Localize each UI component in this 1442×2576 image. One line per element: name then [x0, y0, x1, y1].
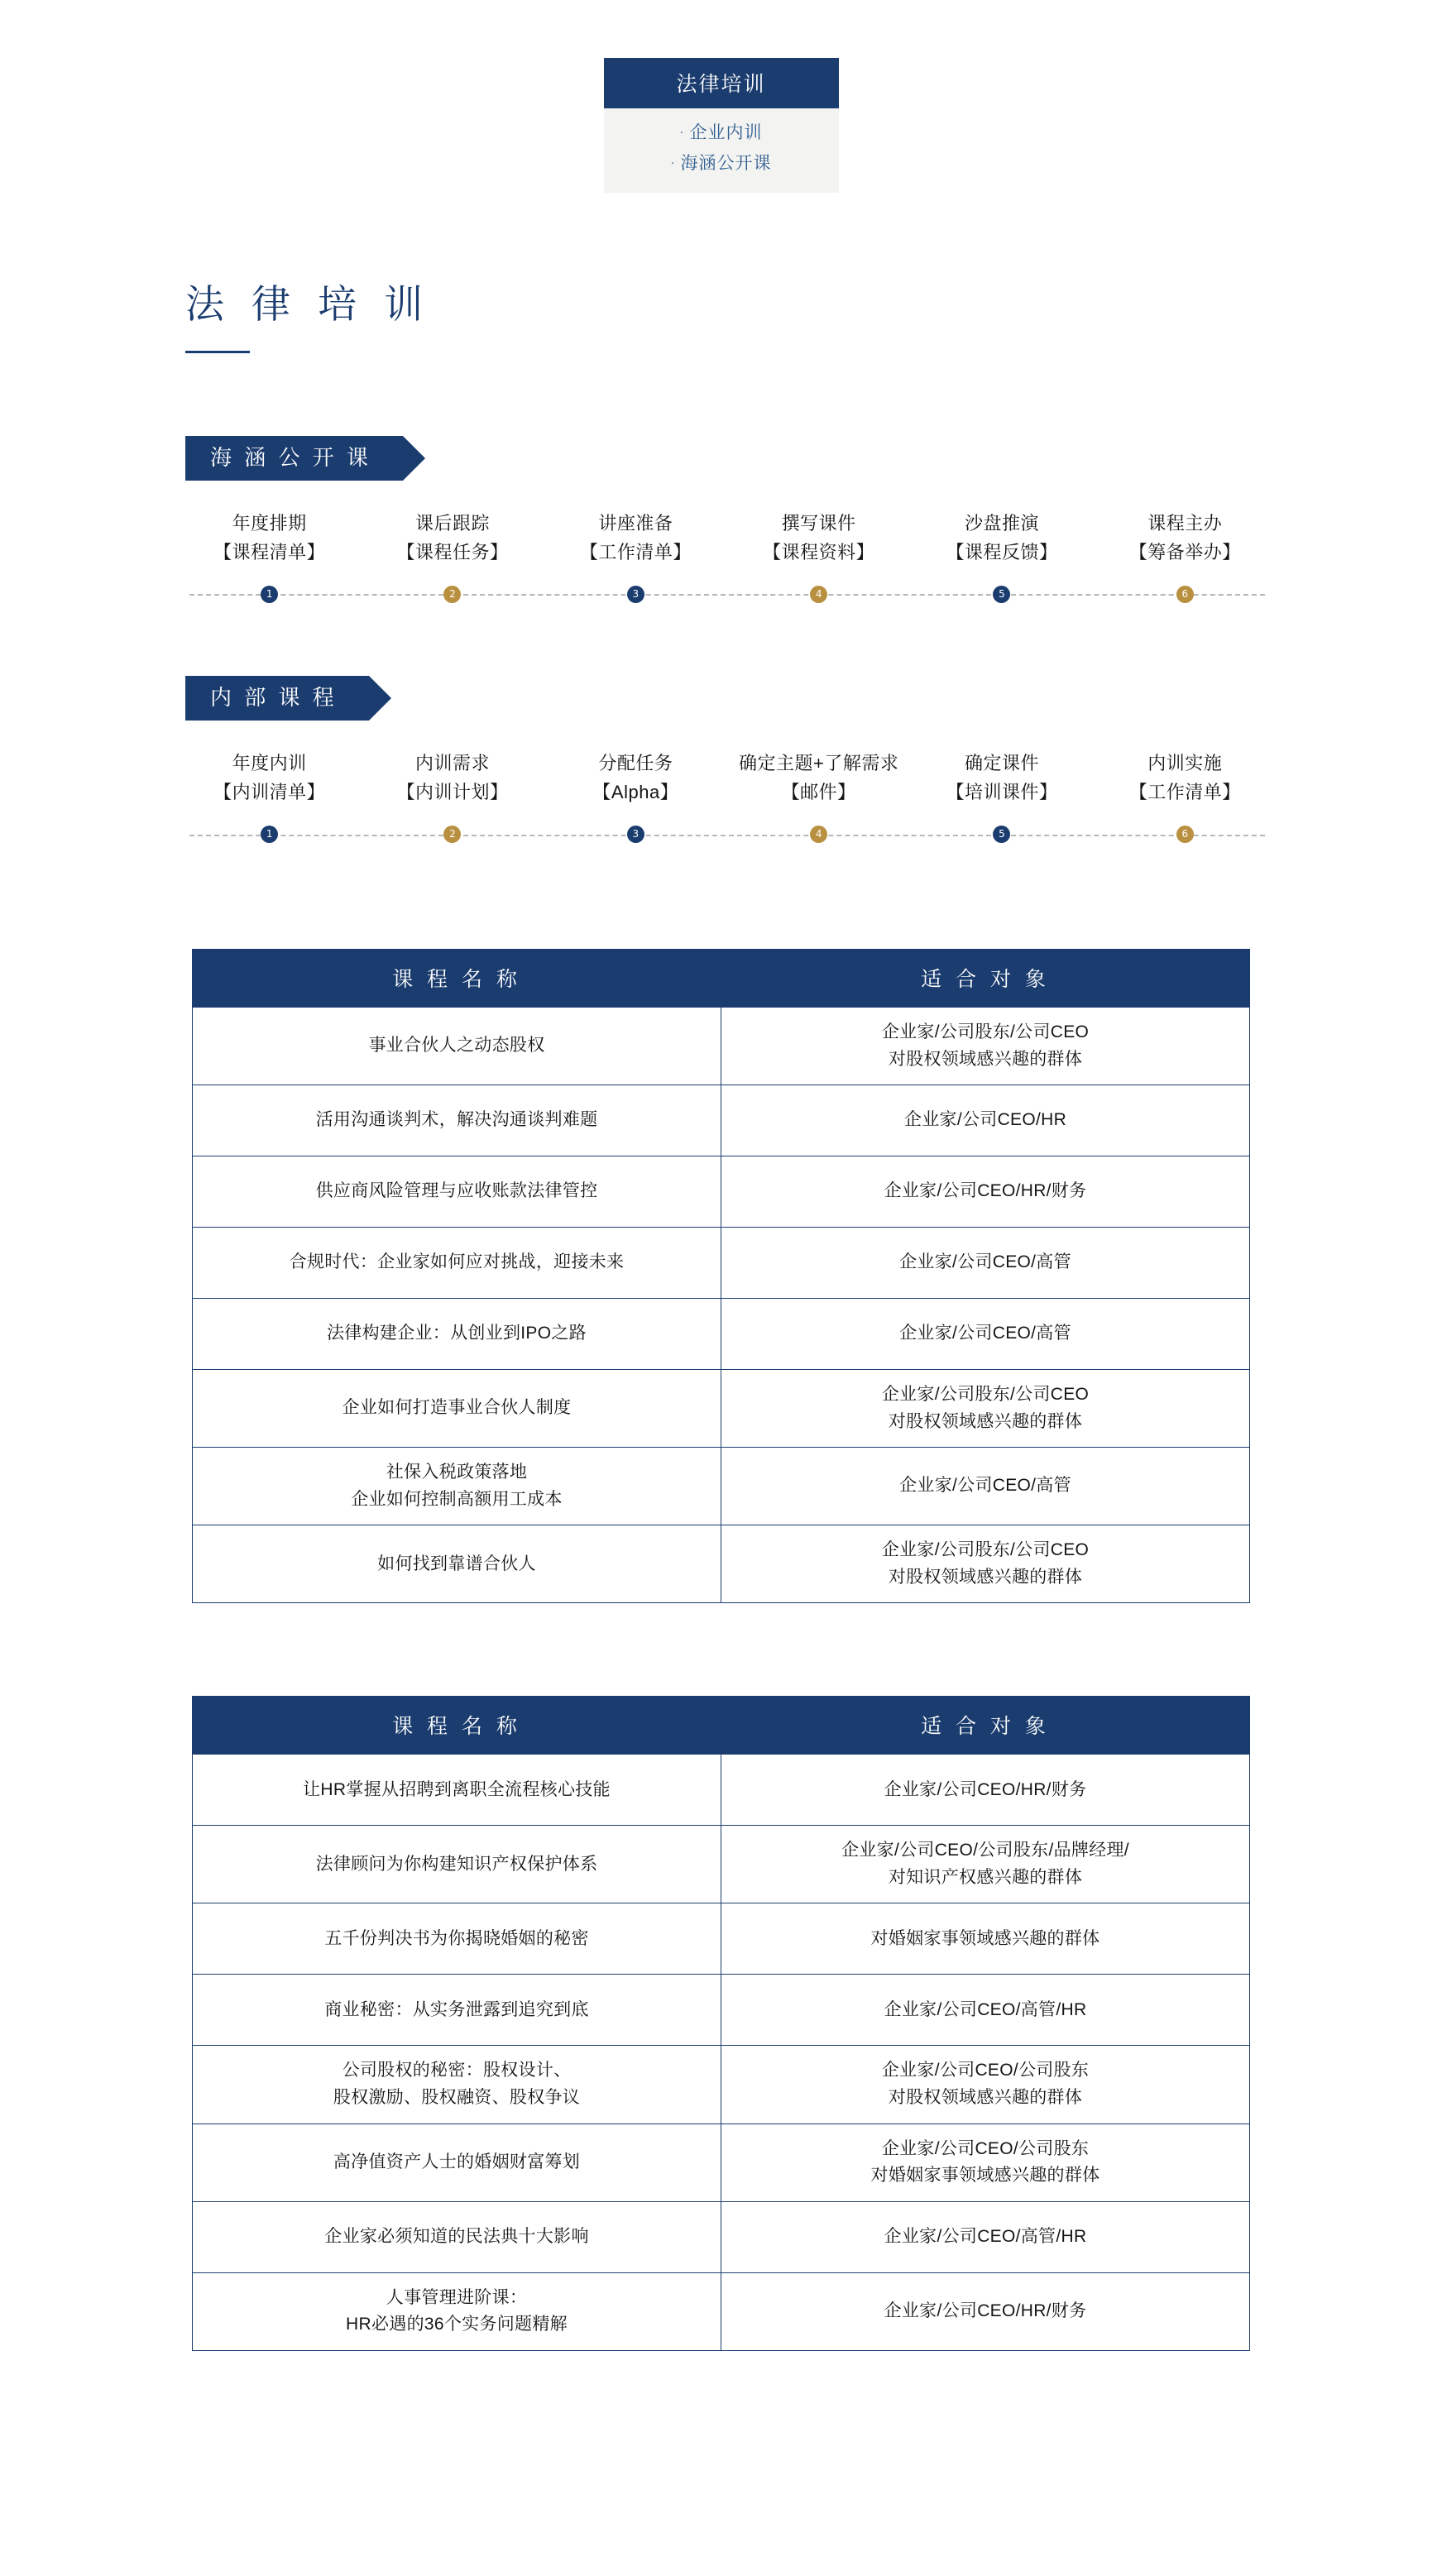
cell-course-name	[193, 1156, 721, 1228]
audience-line: 企业家/公司CEO/HR/财务	[884, 2301, 1087, 2320]
flow-node-number: 1	[261, 586, 278, 603]
table-row	[193, 1525, 1250, 1603]
top-nav-item-0[interactable]	[604, 118, 839, 149]
course-name-line: 如何找到靠谱合伙人	[377, 1554, 536, 1573]
audience-line: 企业家/公司CEO/HR/财务	[884, 1181, 1087, 1201]
flow-step-line2: 【课程反馈】	[946, 542, 1058, 563]
flow-node-number: 6	[1176, 586, 1194, 603]
bullet-icon: ·	[670, 155, 676, 170]
flow-step-line2: 【工作清单】	[1128, 782, 1241, 803]
cell-audience	[721, 2124, 1250, 2201]
audience-line: 对股权领域感兴趣的群体	[888, 2088, 1083, 2108]
flow-step-line1: 讲座准备	[598, 512, 673, 534]
flow-node	[1094, 826, 1277, 843]
flow-step-line2: 【课程资料】	[763, 542, 875, 563]
table-row	[193, 1975, 1250, 2046]
table-row	[193, 1156, 1250, 1228]
cell-course-name	[193, 1299, 721, 1370]
flow-step-line1: 分配任务	[598, 752, 673, 773]
course-name-line: 供应商风险管理与应收账款法律管控	[315, 1181, 598, 1201]
table-row	[193, 2124, 1250, 2201]
top-nav-item-1[interactable]	[604, 149, 839, 180]
table-row	[193, 2272, 1250, 2350]
spacer	[0, 1603, 1442, 1696]
table-header-row	[193, 950, 1250, 1008]
flow-step-line2: 【课程任务】	[396, 542, 509, 563]
flow-node	[361, 826, 544, 843]
table-header-row	[193, 1697, 1250, 1755]
course-name-line: 企业家必须知道的民法典十大影响	[324, 2226, 589, 2246]
audience-line: 对股权领域感兴趣的群体	[888, 1411, 1083, 1431]
cell-audience	[721, 2046, 1250, 2124]
cell-course-name	[193, 2272, 721, 2350]
flow-step-label	[910, 509, 1093, 567]
cell-audience	[721, 1370, 1250, 1448]
flow-step-line2: 【课程清单】	[213, 542, 326, 563]
top-nav-title: 法律培训	[604, 58, 839, 108]
page-title: 法 律 培 训	[185, 281, 432, 326]
audience-line: 对知识产权感兴趣的群体	[888, 1867, 1083, 1887]
top-nav-card	[604, 0, 839, 193]
flow-step-line1: 年度内训	[232, 752, 307, 773]
flow-node	[178, 826, 361, 843]
cell-course-name	[193, 1085, 721, 1156]
flow-connector	[178, 826, 1277, 843]
bullet-icon: ·	[679, 125, 685, 139]
table-row	[193, 1370, 1250, 1448]
flow-step-line1: 确定课件	[964, 752, 1039, 773]
table-row	[193, 1448, 1250, 1525]
course-name-line: 事业合伙人之动态股权	[368, 1036, 545, 1056]
cell-audience	[721, 1156, 1250, 1228]
audience-line: 企业家/公司CEO/高管	[899, 1476, 1071, 1496]
course-name-line: HR必遇的36个实务问题精解	[346, 2315, 568, 2334]
flow-node	[544, 586, 727, 603]
course-name-line: 股权激励、股权融资、股权争议	[333, 2088, 581, 2108]
course-name-line: 五千份判决书为你揭晓婚姻的秘密	[324, 1928, 589, 1948]
cell-audience	[721, 1755, 1250, 1826]
flow-step-line1: 课程主办	[1147, 512, 1223, 534]
flow-step-label	[1094, 749, 1277, 807]
flow-step-label	[910, 749, 1093, 807]
table-head	[193, 950, 1250, 1008]
audience-line: 企业家/公司CEO/公司股东/品牌经理/	[841, 1841, 1129, 1860]
course-name-line: 公司股权的秘密：股权设计、	[342, 2061, 572, 2080]
audience-line: 企业家/公司CEO/高管	[899, 1324, 1071, 1343]
table-row	[193, 1008, 1250, 1085]
cell-course-name	[193, 1975, 721, 2046]
flow-public	[0, 509, 1442, 603]
audience-line: 对股权领域感兴趣的群体	[888, 1049, 1083, 1069]
cell-course-name	[193, 1755, 721, 1826]
table-body	[193, 1008, 1250, 1603]
flow-node	[361, 586, 544, 603]
course-table	[192, 949, 1250, 1603]
course-name-line: 合规时代：企业家如何应对挑战，迎接未来	[289, 1252, 625, 1272]
flow-step-line2: 【工作清单】	[579, 542, 692, 563]
cell-audience	[721, 1228, 1250, 1299]
audience-line: 企业家/公司股东/公司CEO	[881, 1540, 1090, 1560]
flow-step-label	[727, 749, 910, 807]
cell-audience	[721, 1975, 1250, 2046]
column-header-audience: 适 合 对 象	[721, 1697, 1250, 1755]
section-banner-internal: 内 部 课 程	[185, 676, 369, 721]
table-row	[193, 1228, 1250, 1299]
column-header-course-name: 课 程 名 称	[193, 1697, 721, 1755]
course-name-line: 法律顾问为你构建知识产权保护体系	[315, 1854, 598, 1874]
cell-course-name	[193, 1525, 721, 1603]
flow-step-line2: 【邮件】	[781, 782, 856, 803]
course-table	[192, 1696, 1250, 2350]
cell-audience	[721, 1525, 1250, 1603]
column-header-audience: 适 合 对 象	[721, 950, 1250, 1008]
flow-node-number: 3	[627, 586, 644, 603]
cell-course-name	[193, 2201, 721, 2272]
spacer	[0, 353, 1442, 436]
section-internal-courses	[0, 676, 1442, 721]
course-name-line: 法律构建企业：从创业到IPO之路	[327, 1324, 587, 1343]
cell-course-name	[193, 1826, 721, 1903]
flow-node-number: 2	[443, 826, 461, 843]
flow-node-number: 4	[810, 826, 827, 843]
page-heading	[0, 274, 1442, 353]
spacer	[0, 603, 1442, 676]
cell-course-name	[193, 1903, 721, 1975]
flow-step-line1: 内训实施	[1147, 752, 1223, 773]
flow-step-line2: 【Alpha】	[592, 782, 679, 803]
flow-node-number: 1	[261, 826, 278, 843]
audience-line: 企业家/公司股东/公司CEO	[881, 1385, 1090, 1405]
cell-audience	[721, 2201, 1250, 2272]
course-name-line: 活用沟通谈判术，解决沟通谈判难题	[315, 1110, 598, 1130]
audience-line: 企业家/公司CEO/高管/HR	[884, 1999, 1087, 2019]
table-head	[193, 1697, 1250, 1755]
flow-node	[910, 826, 1093, 843]
course-name-line: 社保入税政策落地	[386, 1463, 528, 1482]
flow-step-line2: 【内训清单】	[213, 782, 326, 803]
flow-node	[727, 826, 910, 843]
cell-audience	[721, 1903, 1250, 1975]
flow-step-line1: 沙盘推演	[964, 512, 1039, 534]
course-table-2	[0, 1696, 1442, 2350]
cell-course-name	[193, 1008, 721, 1085]
flow-step-label	[727, 509, 910, 567]
table-row	[193, 2046, 1250, 2124]
audience-line: 企业家/公司CEO/高管/HR	[884, 2226, 1087, 2246]
course-name-line: 企业如何打造事业合伙人制度	[342, 1398, 572, 1418]
flow-node-number: 5	[993, 826, 1010, 843]
section-public-courses	[0, 436, 1442, 481]
flow-node-number: 6	[1176, 826, 1194, 843]
cell-course-name	[193, 2124, 721, 2201]
flow-step-line2: 【培训课件】	[946, 782, 1058, 803]
course-name-line: 高净值资产人士的婚姻财富筹划	[333, 2152, 581, 2171]
audience-line: 企业家/公司CEO/HR/财务	[884, 1779, 1087, 1799]
cell-audience	[721, 1826, 1250, 1903]
table-row	[193, 1903, 1250, 1975]
flow-step-label	[178, 749, 361, 807]
flow-step-line1: 确定主题+了解需求	[738, 752, 899, 773]
cell-audience	[721, 1448, 1250, 1525]
spacer	[0, 2351, 1442, 2450]
flow-internal	[0, 749, 1442, 843]
cell-course-name	[193, 1448, 721, 1525]
section-banner-public: 海 涵 公 开 课	[185, 436, 403, 481]
course-name-line: 企业如何控制高额用工成本	[351, 1489, 563, 1509]
table-row	[193, 1085, 1250, 1156]
cell-audience	[721, 2272, 1250, 2350]
flow-node-number: 3	[627, 826, 644, 843]
cell-course-name	[193, 1370, 721, 1448]
course-name-line: 商业秘密：从实务泄露到追究到底	[324, 1999, 589, 2019]
table-row	[193, 1299, 1250, 1370]
flow-step-line1: 撰写课件	[781, 512, 856, 534]
table-body	[193, 1755, 1250, 2350]
course-name-line: 让HR掌握从招聘到离职全流程核心技能	[303, 1779, 611, 1799]
audience-line: 对婚姻家事领域感兴趣的群体	[870, 2166, 1100, 2186]
table-row	[193, 2201, 1250, 2272]
flow-node	[544, 826, 727, 843]
flow-labels	[178, 749, 1277, 807]
course-table-1	[0, 949, 1442, 1603]
audience-line: 企业家/公司CEO/公司股东	[881, 2061, 1090, 2080]
flow-labels	[178, 509, 1277, 567]
flow-step-label	[544, 749, 727, 807]
audience-line: 对婚姻家事领域感兴趣的群体	[870, 1928, 1100, 1948]
flow-node	[1094, 586, 1277, 603]
cell-course-name	[193, 1228, 721, 1299]
flow-step-label	[361, 509, 544, 567]
top-nav-list	[604, 108, 839, 193]
flow-step-line1: 课后跟踪	[414, 512, 490, 534]
table-row	[193, 1755, 1250, 1826]
flow-node-number: 4	[810, 586, 827, 603]
flow-step-label	[178, 509, 361, 567]
flow-step-label	[544, 509, 727, 567]
flow-node	[727, 586, 910, 603]
top-nav-item-label: 企业内训	[689, 123, 763, 142]
column-header-course-name: 课 程 名 称	[193, 950, 721, 1008]
flow-node-number: 5	[993, 586, 1010, 603]
audience-line: 企业家/公司CEO/公司股东	[881, 2138, 1090, 2158]
cell-course-name	[193, 2046, 721, 2124]
cell-audience	[721, 1008, 1250, 1085]
cell-audience	[721, 1299, 1250, 1370]
top-nav-item-label: 海涵公开课	[680, 153, 772, 173]
cell-audience	[721, 1085, 1250, 1156]
flow-connector	[178, 586, 1277, 603]
audience-line: 企业家/公司CEO/高管	[899, 1252, 1071, 1272]
audience-line: 对股权领域感兴趣的群体	[888, 1567, 1083, 1587]
table-row	[193, 1826, 1250, 1903]
flow-step-line2: 【内训计划】	[396, 782, 509, 803]
spacer	[0, 843, 1442, 949]
flow-step-label	[1094, 509, 1277, 567]
flow-step-line2: 【筹备举办】	[1128, 542, 1241, 563]
flow-step-line1: 内训需求	[414, 752, 490, 773]
flow-node-number: 2	[443, 586, 461, 603]
flow-step-label	[361, 749, 544, 807]
flow-step-line1: 年度排期	[232, 512, 307, 534]
flow-node	[910, 586, 1093, 603]
course-name-line: 人事管理进阶课：	[386, 2287, 528, 2307]
audience-line: 企业家/公司股东/公司CEO	[881, 1022, 1090, 1041]
flow-node	[178, 586, 361, 603]
audience-line: 企业家/公司CEO/HR	[903, 1110, 1067, 1130]
